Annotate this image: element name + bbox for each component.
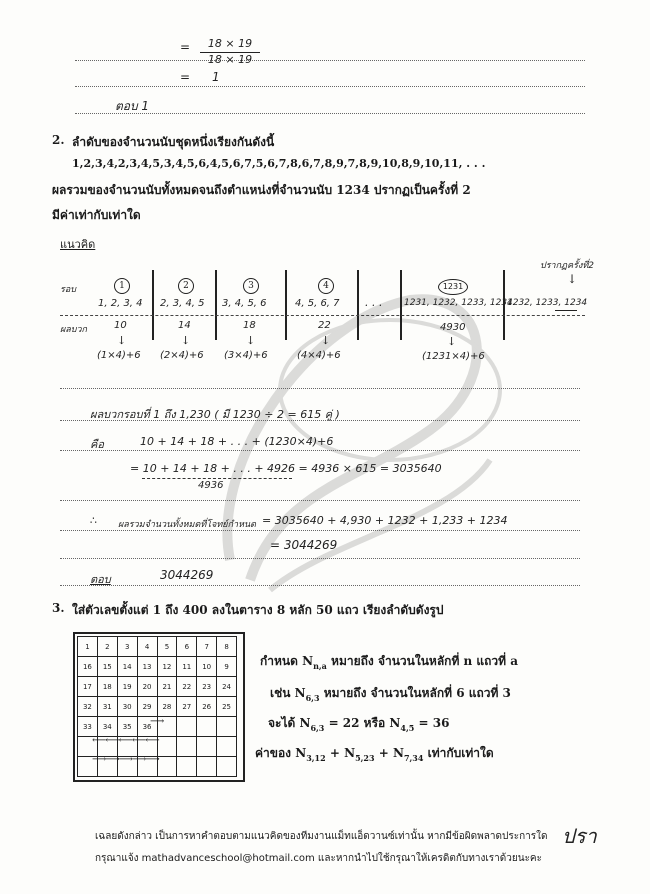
result-subscript: 6,3 bbox=[310, 723, 325, 733]
grid-cell: 12 bbox=[157, 657, 177, 677]
grid-cell: 17 bbox=[78, 677, 98, 697]
dotted-line bbox=[75, 60, 585, 61]
dotted-line bbox=[60, 388, 580, 389]
footer-line2: กรุณาแจ้ง mathadvanceschool@hotmail.com และหากนำไปใช้กรุณาให้เครดิตกับทางเราด้วยนะคะ bbox=[95, 853, 542, 864]
round-sum: 22 bbox=[318, 320, 331, 331]
grid-cell: 26 bbox=[197, 697, 217, 717]
grid-cell bbox=[197, 717, 217, 737]
dotted-line bbox=[60, 558, 580, 559]
ask-text: เท่ากับเท่าใด bbox=[427, 746, 494, 760]
ask-subscript: 7,34 bbox=[403, 753, 424, 763]
table-divider bbox=[215, 270, 217, 340]
grid-cell: 5 bbox=[157, 637, 177, 657]
equals-sign: = bbox=[180, 40, 191, 54]
table-divider bbox=[400, 270, 402, 340]
q3-title: ใส่ตัวเลขตั้งแต่ 1 ถึง 400 ลงในตาราง 8 หลัก 50 แถว เรียงลำดับดังรูป bbox=[72, 603, 444, 617]
grid-cell: 29 bbox=[137, 697, 157, 717]
grid-row bbox=[78, 697, 237, 717]
down-arrow-icon: ↓ bbox=[321, 334, 331, 347]
round-sequence: 2, 3, 4, 5 bbox=[160, 298, 205, 309]
result-subscript: 4,5 bbox=[400, 723, 415, 733]
grid-row bbox=[78, 677, 237, 697]
grid-cell bbox=[177, 757, 197, 777]
grid-cell: 6 bbox=[177, 637, 197, 657]
therefore-symbol: ∴ bbox=[90, 514, 97, 527]
fraction-numerator: 18 × 19 bbox=[207, 37, 253, 50]
grid-cell: 7 bbox=[197, 637, 217, 657]
grid-cell: 19 bbox=[117, 677, 137, 697]
work-line5: = 3044269 bbox=[270, 538, 338, 552]
underline bbox=[555, 310, 577, 311]
brace-value: 4936 bbox=[198, 480, 224, 491]
grid-cell bbox=[197, 757, 217, 777]
grid-cell: 8 bbox=[217, 637, 237, 657]
grid-cell bbox=[177, 737, 197, 757]
grid-row bbox=[78, 657, 237, 677]
round-circle: 1 bbox=[114, 278, 130, 294]
dotted-line bbox=[60, 500, 580, 501]
q3-ask bbox=[255, 744, 494, 763]
grid-cell bbox=[217, 737, 237, 757]
work-line4: = 3035640 + 4,930 + 1232 + 1,233 + 1234 bbox=[262, 514, 508, 527]
table-separator bbox=[60, 315, 585, 316]
grid-cell bbox=[157, 737, 177, 757]
ask-plus: + N bbox=[329, 746, 356, 760]
right-arrow-icon: ⟶⟶⟶⟶⟶ bbox=[92, 754, 159, 765]
work-line3: = 10 + 14 + 18 + . . . + 4926 = 4936 × 615 = 3035640 bbox=[130, 462, 442, 475]
round-sum: 18 bbox=[243, 320, 256, 331]
grid-cell: 22 bbox=[177, 677, 197, 697]
ask-plus: + N bbox=[378, 746, 404, 760]
grid-cell: 34 bbox=[97, 717, 117, 737]
ellipsis: . . . bbox=[365, 296, 383, 309]
ask-subscript: 3,12 bbox=[306, 753, 326, 763]
round-circle: 1231 bbox=[438, 279, 468, 295]
result-prefix: จะได้ N bbox=[268, 716, 311, 730]
q3-number: 3. bbox=[52, 601, 65, 615]
grid-cell: 28 bbox=[157, 697, 177, 717]
round-formula: (4×4)+6 bbox=[297, 350, 341, 361]
page-mark: ปรา bbox=[562, 824, 597, 848]
definition-text: หมายถึง จำนวนในหลักที่ n แถวที่ a bbox=[331, 654, 519, 668]
round-circle: 2 bbox=[178, 278, 194, 294]
left-arrow-icon: ⟵⟵⟵⟵⟵ bbox=[92, 735, 159, 746]
round-row-label: รอบ bbox=[60, 285, 76, 295]
footer-line1: เฉลยดังกล่าว เป็นการหาคำตอบตามแนวคิดของทีมงานแม็ทแอ็ดวานซ์เท่านั้น หากมีข้อผิดพลาดประการใด bbox=[95, 831, 548, 842]
round-formula: (3×4)+6 bbox=[224, 350, 268, 361]
q3-example bbox=[270, 684, 511, 703]
q2-number: 2. bbox=[52, 133, 65, 147]
q2-title: ลำดับของจำนวนนับชุดหนึ่งเรียงกันดังนี้ bbox=[72, 135, 275, 149]
answer-1: ตอบ 1 bbox=[115, 99, 150, 113]
table-divider bbox=[357, 270, 359, 340]
grid-cell bbox=[217, 717, 237, 737]
equals-sign: = bbox=[180, 70, 191, 84]
round-sequence-last: 1232, 1233, 1234 bbox=[507, 298, 588, 308]
grid-cell: 4 bbox=[137, 637, 157, 657]
q2-sequence: 1,2,3,4,2,3,4,5,3,4,5,6,4,5,6,7,5,6,7,8,6,7,8,9,7,8,9,10,8,9,10,11, . . . bbox=[72, 157, 486, 170]
dotted-line bbox=[60, 585, 580, 586]
result-middle: = 22 หรือ N bbox=[328, 716, 401, 730]
round-sequence: 4, 5, 6, 7 bbox=[295, 298, 340, 309]
round-sequence: 1231, 1232, 1233, 1234 bbox=[404, 298, 513, 308]
grid-cell: 25 bbox=[217, 697, 237, 717]
sum-row-label: ผลบวก bbox=[60, 325, 88, 335]
grid-cell: 9 bbox=[217, 657, 237, 677]
down-arrow-icon: ↓ bbox=[246, 334, 256, 347]
example-text: หมายถึง จำนวนในหลักที่ 6 แถวที่ 3 bbox=[323, 686, 511, 700]
grid-cell: 18 bbox=[97, 677, 117, 697]
q3-result bbox=[268, 714, 449, 733]
work-line1: ผลบวกรอบที่ 1 ถึง 1,230 ( มี 1230 ÷ 2 = 615 คู่ ) bbox=[90, 408, 340, 421]
answer-value: 3044269 bbox=[160, 568, 214, 582]
result-one: 1 bbox=[212, 70, 220, 84]
brace-line bbox=[142, 478, 292, 479]
grid-cell: 23 bbox=[197, 677, 217, 697]
grid-cell: 21 bbox=[157, 677, 177, 697]
approach-heading: แนวคิด bbox=[60, 238, 96, 251]
grid-cell: 33 bbox=[78, 717, 98, 737]
work-line2: 10 + 14 + 18 + . . . + (1230×4)+6 bbox=[140, 435, 334, 448]
down-arrow-icon: ↓ bbox=[181, 334, 191, 347]
down-arrow-icon: ↓ bbox=[567, 272, 578, 286]
dotted-line bbox=[60, 420, 580, 421]
round-sequence: 3, 4, 5, 6 bbox=[222, 298, 267, 309]
grid-cell: 20 bbox=[137, 677, 157, 697]
example-prefix: เช่น N bbox=[270, 686, 306, 700]
table-divider bbox=[285, 270, 287, 340]
result-post: = 36 bbox=[418, 716, 450, 730]
down-arrow-icon: ↓ bbox=[117, 334, 127, 347]
grid-cell: 15 bbox=[97, 657, 117, 677]
grid-cell: 14 bbox=[117, 657, 137, 677]
grid-cell: 36 bbox=[137, 717, 157, 737]
ask-subscript: 5,23 bbox=[355, 753, 375, 763]
round-sum: 4930 bbox=[440, 322, 466, 333]
table-divider bbox=[152, 270, 154, 340]
grid-cell bbox=[177, 717, 197, 737]
grid-cell: 35 bbox=[117, 717, 137, 737]
grid-cell: 3 bbox=[117, 637, 137, 657]
q2-question-line1: ผลรวมของจำนวนนับทั้งหมดจนถึงตำแหน่งที่จำนวนนับ 1234 ปรากฏเป็นครั้งที่ 2 bbox=[52, 183, 471, 197]
round-sum: 10 bbox=[114, 320, 127, 331]
round-sum: 14 bbox=[178, 320, 191, 331]
grid-cell bbox=[217, 757, 237, 777]
round-formula: (1231×4)+6 bbox=[422, 351, 485, 362]
dotted-line bbox=[60, 450, 580, 451]
grid-cell: 24 bbox=[217, 677, 237, 697]
fraction-denominator: 18 × 19 bbox=[207, 53, 253, 66]
grid-cell: 31 bbox=[97, 697, 117, 717]
answer-label: ตอบ bbox=[90, 573, 111, 586]
dotted-line bbox=[75, 86, 585, 87]
grid-cell: 27 bbox=[177, 697, 197, 717]
appears-second-label: ปรากฏครั้งที่2 bbox=[540, 261, 594, 271]
grid-cell: 30 bbox=[117, 697, 137, 717]
example-subscript: 6,3 bbox=[305, 693, 320, 703]
grid-cell: 11 bbox=[177, 657, 197, 677]
grid-row bbox=[78, 637, 237, 657]
definition-subscript: n,a bbox=[313, 661, 327, 671]
dotted-line bbox=[75, 113, 585, 114]
work-line2-label: คือ bbox=[90, 438, 104, 451]
grid-cell: 13 bbox=[137, 657, 157, 677]
grid-cell: 16 bbox=[78, 657, 98, 677]
ask-prefix: ค่าของ N bbox=[255, 746, 307, 760]
definition-prefix: กำหนด N bbox=[260, 654, 314, 668]
round-circle: 4 bbox=[318, 278, 334, 294]
round-formula: (1×4)+6 bbox=[97, 350, 141, 361]
right-arrow-icon: ⟶ bbox=[150, 716, 165, 727]
dotted-line bbox=[60, 530, 580, 531]
grid-cell: 2 bbox=[97, 637, 117, 657]
q3-definition bbox=[260, 652, 518, 671]
down-arrow-icon: ↓ bbox=[447, 335, 457, 348]
grid-cell: 10 bbox=[197, 657, 217, 677]
round-formula: (2×4)+6 bbox=[160, 350, 204, 361]
q2-question-line2: มีค่าเท่ากับเท่าใด bbox=[52, 208, 141, 222]
grid-cell bbox=[157, 757, 177, 777]
grid-cell: 1 bbox=[78, 637, 98, 657]
work-line4-label: ผลรวมจำนวนทั้งหมดที่โจทย์กำหนด bbox=[118, 520, 257, 530]
round-sequence: 1, 2, 3, 4 bbox=[98, 298, 143, 309]
grid-cell bbox=[197, 737, 217, 757]
round-circle: 3 bbox=[243, 278, 259, 294]
grid-cell: 32 bbox=[78, 697, 98, 717]
